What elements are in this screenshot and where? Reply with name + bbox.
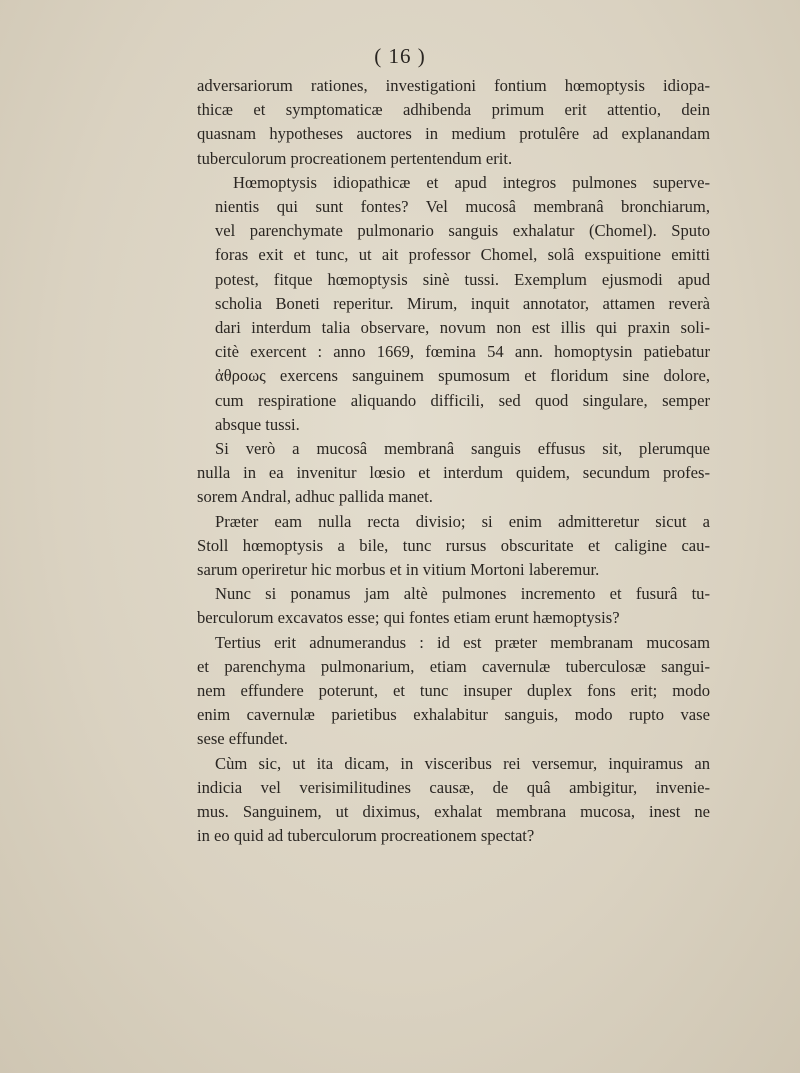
paragraph: [197, 74, 710, 171]
text-line: thicæ et symptomaticæ adhibenda primum erit attentio, dein: [197, 100, 710, 120]
text-line: adversariorum rationes, investigationi fontium hœmoptysis idiopa-: [197, 76, 710, 95]
text-line: Præter eam nulla recta divisio; si enim admitteretur sicut a: [215, 511, 710, 531]
text-line: indicia vel verisimilitudines causæ, de quâ ambigitur, invenie-: [197, 777, 710, 797]
paragraph: [197, 510, 710, 583]
text-line: Hœmoptysis idiopathicæ et apud integros pulmones superve-: [233, 172, 710, 192]
text-line: vel parenchymate pulmonario sanguis exhalatur (Chomel). Sputo: [215, 221, 710, 241]
text-line: et parenchyma pulmonarium, etiam cavernulæ tuberculosæ sangui-: [197, 656, 710, 676]
text-line: mus. Sanguinem, ut diximus, exhalat membrana mucosa, inest ne: [197, 802, 710, 822]
text-line: nem effundere poterunt, et tunc insuper duplex fons erit; modo: [197, 681, 710, 701]
body-text: [197, 74, 710, 849]
text-line: Stoll hœmoptysis a bile, tunc rursus obscuritate et caligine cau-: [197, 535, 710, 555]
paragraph: [197, 752, 710, 849]
paragraph: [197, 437, 710, 510]
text-line: sese effundet.: [197, 729, 288, 749]
text-line: ἀθροως exercens sanguinem spumosum et floridum sine dolore,: [215, 366, 710, 386]
text-line: enim cavernulæ parietibus exhalabitur sanguis, modo rupto vase: [197, 705, 710, 725]
text-line: sorem Andral, adhuc pallida manet.: [197, 487, 433, 507]
paragraph: [197, 631, 710, 752]
text-line: absque tussi.: [215, 414, 300, 434]
text-line: quasnam hypotheses auctores in medium protulêre ad explanandam: [197, 124, 710, 144]
text-line: foras exit et tunc, ut ait professor Chomel, solâ exspuitione emitti: [215, 245, 710, 265]
text-line: scholia Boneti reperitur. Mirum, inquit annotator, attamen reverà: [215, 293, 710, 313]
text-line: Nunc si ponamus jam altè pulmones incremento et fusurâ tu-: [215, 584, 710, 604]
text-line: citè exercent : anno 1669, fœmina 54 ann. homoptysin patiebatur: [215, 342, 710, 362]
paragraph: [197, 582, 710, 630]
text-line: nientis qui sunt fontes? Vel mucosâ membranâ bronchiarum,: [215, 197, 710, 217]
text-line: Cùm sic, ut ita dicam, in visceribus rei versemur, inquiramus an: [215, 753, 710, 773]
page-number: ( 16 ): [374, 44, 426, 68]
text-line: in eo quid ad tuberculorum procreationem spectat?: [197, 826, 535, 846]
text-line: sarum operiretur hic morbus et in vitium Mortoni laberemur.: [197, 560, 600, 580]
text-line: potest, fitque hœmoptysis sinè tussi. Exemplum ejusmodi apud: [215, 269, 710, 289]
text-line: Si verò a mucosâ membranâ sanguis effusus sit, plerumque: [215, 439, 710, 459]
text-line: tuberculorum procreationem pertentendum erit.: [197, 148, 513, 168]
text-line: dari interdum talia observare, novum non est illis qui praxin soli-: [215, 318, 710, 338]
text-line: Tertius erit adnumerandus : id est præter membranam mucosam: [215, 632, 710, 652]
paragraph: [197, 171, 710, 437]
text-line: berculorum excavatos esse; qui fontes etiam erunt hæmoptysis?: [197, 608, 620, 628]
text-line: nulla in ea invenitur lœsio et interdum quidem, secundum profes-: [197, 463, 710, 483]
text-line: cum respiratione aliquando difficili, sed quod singulare, semper: [215, 390, 710, 410]
